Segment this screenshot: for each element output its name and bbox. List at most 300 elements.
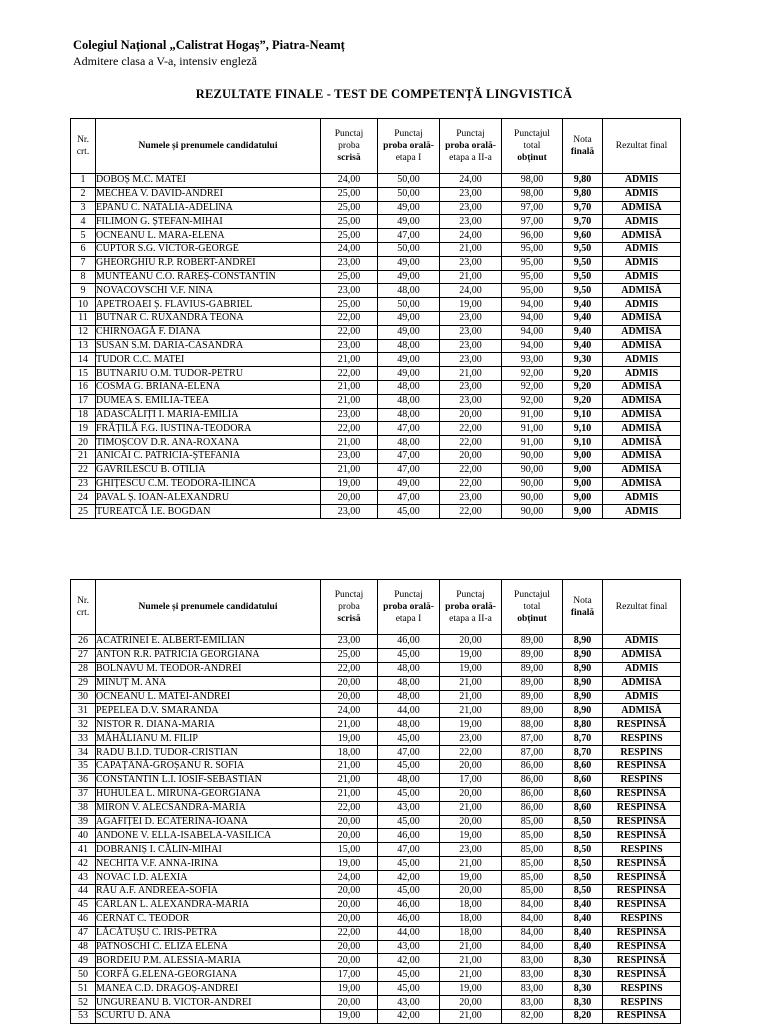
oral-stage-2-score: 19,00: [440, 662, 502, 676]
row-number: 11: [71, 311, 96, 325]
oral-stage-1-score: 45,00: [378, 787, 440, 801]
total-score: 98,00: [502, 187, 563, 201]
written-score: 23,00: [321, 256, 378, 270]
table-row: [71, 394, 681, 408]
oral-stage-1-score: 48,00: [378, 718, 440, 732]
written-score: 23,00: [321, 505, 378, 519]
final-result: ADMIS: [603, 215, 681, 229]
row-number: 9: [71, 284, 96, 298]
table-row: [71, 339, 681, 353]
candidate-name: MUNTEANU C.O. RAREȘ-CONSTANTIN: [96, 270, 321, 284]
candidate-name: HUHULEA L. MIRUNA-GEORGIANA: [96, 787, 321, 801]
candidate-name: RĂU A.F. ANDREEA-SOFIA: [96, 885, 321, 899]
candidate-name: PEPELEA D.V. SMARANDA: [96, 704, 321, 718]
oral-stage-2-score: 19,00: [440, 648, 502, 662]
total-score: 85,00: [502, 815, 563, 829]
written-score: 19,00: [321, 477, 378, 491]
table-row: [71, 843, 681, 857]
oral-stage-2-score: 23,00: [440, 394, 502, 408]
final-grade: 9,00: [563, 449, 603, 463]
total-score: 89,00: [502, 635, 563, 649]
col-header-oral-1: Punctaj proba orală- etapa I: [378, 580, 440, 635]
oral-stage-1-score: 49,00: [378, 353, 440, 367]
candidate-name: GAVRILESCU B. OTILIA: [96, 463, 321, 477]
final-grade: 8,40: [563, 898, 603, 912]
oral-stage-1-score: 43,00: [378, 801, 440, 815]
written-score: 19,00: [321, 1010, 378, 1024]
row-number: 6: [71, 242, 96, 256]
row-number: 47: [71, 926, 96, 940]
row-number: 1: [71, 174, 96, 188]
oral-stage-1-score: 46,00: [378, 912, 440, 926]
final-grade: 8,70: [563, 746, 603, 760]
candidate-name: BUTNAR C. RUXANDRA TEONA: [96, 311, 321, 325]
total-score: 92,00: [502, 367, 563, 381]
oral-stage-1-score: 47,00: [378, 843, 440, 857]
final-result: ADMISĂ: [603, 477, 681, 491]
oral-stage-1-score: 48,00: [378, 339, 440, 353]
candidate-name: EPANU C. NATALIA-ADELINA: [96, 201, 321, 215]
total-score: 90,00: [502, 477, 563, 491]
final-grade: 8,70: [563, 732, 603, 746]
table-row: [71, 187, 681, 201]
oral-stage-1-score: 50,00: [378, 174, 440, 188]
row-number: 45: [71, 898, 96, 912]
written-score: 19,00: [321, 732, 378, 746]
oral-stage-1-score: 47,00: [378, 463, 440, 477]
written-score: 20,00: [321, 898, 378, 912]
total-score: 89,00: [502, 690, 563, 704]
final-result: RESPINS: [603, 732, 681, 746]
oral-stage-1-score: 49,00: [378, 256, 440, 270]
oral-stage-2-score: 22,00: [440, 746, 502, 760]
candidate-name: OCNEANU L. MARA-ELENA: [96, 229, 321, 243]
written-score: 22,00: [321, 311, 378, 325]
final-result: ADMISĂ: [603, 339, 681, 353]
oral-stage-2-score: 20,00: [440, 996, 502, 1010]
oral-stage-2-score: 22,00: [440, 477, 502, 491]
final-grade: 9,20: [563, 380, 603, 394]
written-score: 23,00: [321, 284, 378, 298]
candidate-name: RADU B.I.D. TUDOR-CRISTIAN: [96, 746, 321, 760]
table-row: [71, 746, 681, 760]
written-score: 20,00: [321, 491, 378, 505]
final-grade: 9,40: [563, 325, 603, 339]
row-number: 10: [71, 298, 96, 312]
final-result: ADMISĂ: [603, 284, 681, 298]
candidate-name: DUMEA S. EMILIA-TEEA: [96, 394, 321, 408]
oral-stage-1-score: 44,00: [378, 926, 440, 940]
final-grade: 8,90: [563, 635, 603, 649]
table-row: [71, 787, 681, 801]
page-title: REZULTATE FINALE - TEST DE COMPETENȚĂ LINGVISTICĂ: [195, 87, 573, 101]
final-grade: 9,10: [563, 436, 603, 450]
row-number: 40: [71, 829, 96, 843]
oral-stage-1-score: 45,00: [378, 815, 440, 829]
oral-stage-2-score: 20,00: [440, 787, 502, 801]
final-result: ADMIS: [603, 635, 681, 649]
table-row: [71, 773, 681, 787]
row-number: 13: [71, 339, 96, 353]
total-score: 94,00: [502, 311, 563, 325]
oral-stage-1-score: 43,00: [378, 996, 440, 1010]
table-row: [71, 912, 681, 926]
row-number: 41: [71, 843, 96, 857]
oral-stage-1-score: 47,00: [378, 422, 440, 436]
table-row: [71, 676, 681, 690]
table-row: [71, 718, 681, 732]
total-score: 83,00: [502, 996, 563, 1010]
written-score: 25,00: [321, 648, 378, 662]
table-row: [71, 242, 681, 256]
oral-stage-1-score: 49,00: [378, 367, 440, 381]
row-number: 37: [71, 787, 96, 801]
final-grade: 9,10: [563, 408, 603, 422]
total-score: 84,00: [502, 926, 563, 940]
total-score: 85,00: [502, 829, 563, 843]
oral-stage-2-score: 21,00: [440, 690, 502, 704]
table-row: [71, 648, 681, 662]
final-grade: 9,80: [563, 174, 603, 188]
final-grade: 8,90: [563, 676, 603, 690]
row-number: 3: [71, 201, 96, 215]
total-score: 85,00: [502, 857, 563, 871]
row-number: 49: [71, 954, 96, 968]
oral-stage-1-score: 46,00: [378, 829, 440, 843]
table-row: [71, 256, 681, 270]
final-result: ADMISĂ: [603, 436, 681, 450]
written-score: 21,00: [321, 787, 378, 801]
table-row: [71, 215, 681, 229]
final-result: RESPINS: [603, 982, 681, 996]
candidate-name: MINUȚ M. ANA: [96, 676, 321, 690]
written-score: 25,00: [321, 187, 378, 201]
final-grade: 8,40: [563, 940, 603, 954]
table-row: [71, 898, 681, 912]
final-grade: 8,60: [563, 773, 603, 787]
candidate-name: FRĂȚILĂ F.G. IUSTINA-TEODORA: [96, 422, 321, 436]
written-score: 18,00: [321, 746, 378, 760]
col-header-oral-1: Punctaj proba orală- etapa I: [378, 119, 440, 174]
total-score: 95,00: [502, 242, 563, 256]
table-row: [71, 325, 681, 339]
results-body-1: [71, 174, 681, 519]
row-number: 52: [71, 996, 96, 1010]
col-header-total: Punctajul total obținut: [502, 119, 563, 174]
final-grade: 9,50: [563, 242, 603, 256]
written-score: 20,00: [321, 829, 378, 843]
candidate-name: ADASCĂLIȚI I. MARIA-EMILIA: [96, 408, 321, 422]
final-result: ADMIS: [603, 298, 681, 312]
results-body-2: [71, 635, 681, 1024]
written-score: 24,00: [321, 704, 378, 718]
final-grade: 8,50: [563, 885, 603, 899]
oral-stage-2-score: 19,00: [440, 718, 502, 732]
oral-stage-1-score: 49,00: [378, 477, 440, 491]
oral-stage-1-score: 49,00: [378, 325, 440, 339]
table-row: [71, 926, 681, 940]
oral-stage-1-score: 45,00: [378, 732, 440, 746]
final-result: ADMISĂ: [603, 449, 681, 463]
final-grade: 9,40: [563, 311, 603, 325]
table-row: [71, 505, 681, 519]
written-score: 15,00: [321, 843, 378, 857]
oral-stage-2-score: 23,00: [440, 215, 502, 229]
school-name: Colegiul Național „Calistrat Hogaș”, Piatra-Neamț: [73, 38, 345, 52]
candidate-name: BUTNARIU O.M. TUDOR-PETRU: [96, 367, 321, 381]
written-score: 20,00: [321, 885, 378, 899]
candidate-name: TIMOȘCOV D.R. ANA-ROXANA: [96, 436, 321, 450]
final-grade: 9,80: [563, 187, 603, 201]
written-score: 21,00: [321, 718, 378, 732]
final-grade: 8,50: [563, 815, 603, 829]
written-score: 24,00: [321, 871, 378, 885]
oral-stage-2-score: 21,00: [440, 270, 502, 284]
oral-stage-2-score: 20,00: [440, 885, 502, 899]
total-score: 83,00: [502, 982, 563, 996]
final-result: ADMIS: [603, 367, 681, 381]
final-grade: 9,50: [563, 270, 603, 284]
table-row: [71, 704, 681, 718]
final-result: ADMISĂ: [603, 463, 681, 477]
final-result: ADMISĂ: [603, 408, 681, 422]
written-score: 23,00: [321, 635, 378, 649]
table-row: [71, 940, 681, 954]
total-score: 95,00: [502, 270, 563, 284]
written-score: 20,00: [321, 676, 378, 690]
table-row: [71, 367, 681, 381]
candidate-name: PAVAL Ș. IOAN-ALEXANDRU: [96, 491, 321, 505]
table-row: [71, 477, 681, 491]
oral-stage-2-score: 21,00: [440, 801, 502, 815]
col-header-grade: Nota finală: [563, 580, 603, 635]
oral-stage-2-score: 24,00: [440, 174, 502, 188]
total-score: 89,00: [502, 704, 563, 718]
table-row: [71, 690, 681, 704]
total-score: 89,00: [502, 648, 563, 662]
candidate-name: CUPTOR S.G. VICTOR-GEORGE: [96, 242, 321, 256]
oral-stage-1-score: 47,00: [378, 746, 440, 760]
written-score: 25,00: [321, 215, 378, 229]
row-number: 48: [71, 940, 96, 954]
col-header-name: Numele și prenumele candidatului: [96, 580, 321, 635]
table-row: [71, 1010, 681, 1024]
oral-stage-2-score: 23,00: [440, 843, 502, 857]
row-number: 28: [71, 662, 96, 676]
written-score: 22,00: [321, 422, 378, 436]
table-row: [71, 968, 681, 982]
table-row: [71, 885, 681, 899]
oral-stage-2-score: 23,00: [440, 732, 502, 746]
final-grade: 8,30: [563, 968, 603, 982]
final-result: ADMISĂ: [603, 311, 681, 325]
oral-stage-2-score: 19,00: [440, 982, 502, 996]
oral-stage-2-score: 20,00: [440, 815, 502, 829]
total-score: 85,00: [502, 843, 563, 857]
row-number: 31: [71, 704, 96, 718]
oral-stage-1-score: 49,00: [378, 270, 440, 284]
oral-stage-1-score: 50,00: [378, 298, 440, 312]
oral-stage-1-score: 43,00: [378, 940, 440, 954]
col-header-written: Punctaj proba scrisă: [321, 580, 378, 635]
total-score: 94,00: [502, 325, 563, 339]
table-row: [71, 760, 681, 774]
final-result: RESPINSĂ: [603, 898, 681, 912]
table-row: [71, 229, 681, 243]
candidate-name: CHIRNOAGĂ F. DIANA: [96, 325, 321, 339]
oral-stage-1-score: 45,00: [378, 760, 440, 774]
total-score: 86,00: [502, 787, 563, 801]
oral-stage-2-score: 23,00: [440, 380, 502, 394]
final-grade: 9,00: [563, 491, 603, 505]
candidate-name: MIRON V. ALECSANDRA-MARIA: [96, 801, 321, 815]
written-score: 24,00: [321, 242, 378, 256]
total-score: 85,00: [502, 885, 563, 899]
oral-stage-2-score: 18,00: [440, 926, 502, 940]
final-grade: 9,50: [563, 284, 603, 298]
oral-stage-1-score: 42,00: [378, 954, 440, 968]
row-number: 18: [71, 408, 96, 422]
candidate-name: TUDOR C.C. MATEI: [96, 353, 321, 367]
oral-stage-2-score: 22,00: [440, 505, 502, 519]
table-header-row: [71, 580, 681, 635]
oral-stage-2-score: 23,00: [440, 325, 502, 339]
final-grade: 9,10: [563, 422, 603, 436]
final-result: ADMIS: [603, 491, 681, 505]
written-score: 22,00: [321, 662, 378, 676]
final-result: ADMISĂ: [603, 648, 681, 662]
oral-stage-1-score: 45,00: [378, 968, 440, 982]
total-score: 93,00: [502, 353, 563, 367]
row-number: 23: [71, 477, 96, 491]
col-header-grade: Nota finală: [563, 119, 603, 174]
candidate-name: GHEORGHIU R.P. ROBERT-ANDREI: [96, 256, 321, 270]
row-number: 44: [71, 885, 96, 899]
final-result: RESPINS: [603, 773, 681, 787]
written-score: 20,00: [321, 815, 378, 829]
candidate-name: DOBRANIȘ I. CĂLIN-MIHAI: [96, 843, 321, 857]
oral-stage-2-score: 23,00: [440, 187, 502, 201]
written-score: 25,00: [321, 298, 378, 312]
oral-stage-1-score: 47,00: [378, 229, 440, 243]
final-grade: 8,40: [563, 912, 603, 926]
oral-stage-1-score: 42,00: [378, 1010, 440, 1024]
candidate-name: SCURTU D. ANA: [96, 1010, 321, 1024]
written-score: 25,00: [321, 270, 378, 284]
col-header-result: Rezultat final: [603, 119, 681, 174]
final-grade: 8,50: [563, 871, 603, 885]
row-number: 16: [71, 380, 96, 394]
candidate-name: TUREATCĂ I.E. BOGDAN: [96, 505, 321, 519]
oral-stage-2-score: 23,00: [440, 311, 502, 325]
final-result: RESPINSĂ: [603, 885, 681, 899]
candidate-name: APETROAEI Ș. FLAVIUS-GABRIEL: [96, 298, 321, 312]
row-number: 53: [71, 1010, 96, 1024]
oral-stage-1-score: 48,00: [378, 436, 440, 450]
oral-stage-2-score: 24,00: [440, 284, 502, 298]
candidate-name: MECHEA V. DAVID-ANDREI: [96, 187, 321, 201]
total-score: 94,00: [502, 339, 563, 353]
total-score: 90,00: [502, 505, 563, 519]
col-header-total: Punctajul total obținut: [502, 580, 563, 635]
table-row: [71, 353, 681, 367]
candidate-name: AGAFIȚEI D. ECATERINA-IOANA: [96, 815, 321, 829]
candidate-name: SUSAN S.M. DARIA-CASANDRA: [96, 339, 321, 353]
final-grade: 8,50: [563, 843, 603, 857]
oral-stage-2-score: 20,00: [440, 760, 502, 774]
candidate-name: BORDEIU P.M. ALESSIA-MARIA: [96, 954, 321, 968]
table-row: [71, 491, 681, 505]
final-result: RESPINSĂ: [603, 954, 681, 968]
total-score: 86,00: [502, 773, 563, 787]
col-header-nr: Nr. crt.: [71, 580, 96, 635]
oral-stage-1-score: 49,00: [378, 311, 440, 325]
final-grade: 8,60: [563, 801, 603, 815]
table-row: [71, 829, 681, 843]
total-score: 84,00: [502, 912, 563, 926]
final-result: RESPINSĂ: [603, 718, 681, 732]
col-header-nr: Nr. crt.: [71, 119, 96, 174]
oral-stage-1-score: 47,00: [378, 491, 440, 505]
final-grade: 8,80: [563, 718, 603, 732]
oral-stage-2-score: 20,00: [440, 449, 502, 463]
oral-stage-2-score: 18,00: [440, 898, 502, 912]
final-grade: 8,30: [563, 982, 603, 996]
final-result: ADMIS: [603, 174, 681, 188]
table-row: [71, 311, 681, 325]
total-score: 92,00: [502, 394, 563, 408]
table-row: [71, 732, 681, 746]
table-row: [71, 174, 681, 188]
results-table-2: [70, 579, 681, 1024]
candidate-name: PATNOSCHI C. ELIZA ELENA: [96, 940, 321, 954]
row-number: 51: [71, 982, 96, 996]
final-grade: 8,90: [563, 662, 603, 676]
final-grade: 9,60: [563, 229, 603, 243]
oral-stage-2-score: 23,00: [440, 353, 502, 367]
row-number: 42: [71, 857, 96, 871]
final-result: RESPINSĂ: [603, 815, 681, 829]
table-header-row: [71, 119, 681, 174]
final-result: RESPINSĂ: [603, 787, 681, 801]
final-result: RESPINSĂ: [603, 871, 681, 885]
row-number: 43: [71, 871, 96, 885]
total-score: 90,00: [502, 449, 563, 463]
oral-stage-2-score: 21,00: [440, 954, 502, 968]
oral-stage-1-score: 46,00: [378, 898, 440, 912]
written-score: 21,00: [321, 380, 378, 394]
written-score: 24,00: [321, 174, 378, 188]
candidate-name: NOVAC I.D. ALEXIA: [96, 871, 321, 885]
table-row: [71, 270, 681, 284]
candidate-name: FILIMON G. ȘTEFAN-MIHAI: [96, 215, 321, 229]
total-score: 94,00: [502, 298, 563, 312]
total-score: 98,00: [502, 174, 563, 188]
oral-stage-1-score: 42,00: [378, 871, 440, 885]
written-score: 21,00: [321, 394, 378, 408]
final-result: RESPINSĂ: [603, 829, 681, 843]
row-number: 29: [71, 676, 96, 690]
final-result: ADMISĂ: [603, 394, 681, 408]
table-row: [71, 201, 681, 215]
final-result: ADMISĂ: [603, 380, 681, 394]
oral-stage-2-score: 23,00: [440, 339, 502, 353]
oral-stage-1-score: 48,00: [378, 662, 440, 676]
oral-stage-1-score: 49,00: [378, 201, 440, 215]
written-score: 23,00: [321, 449, 378, 463]
total-score: 88,00: [502, 718, 563, 732]
total-score: 95,00: [502, 256, 563, 270]
